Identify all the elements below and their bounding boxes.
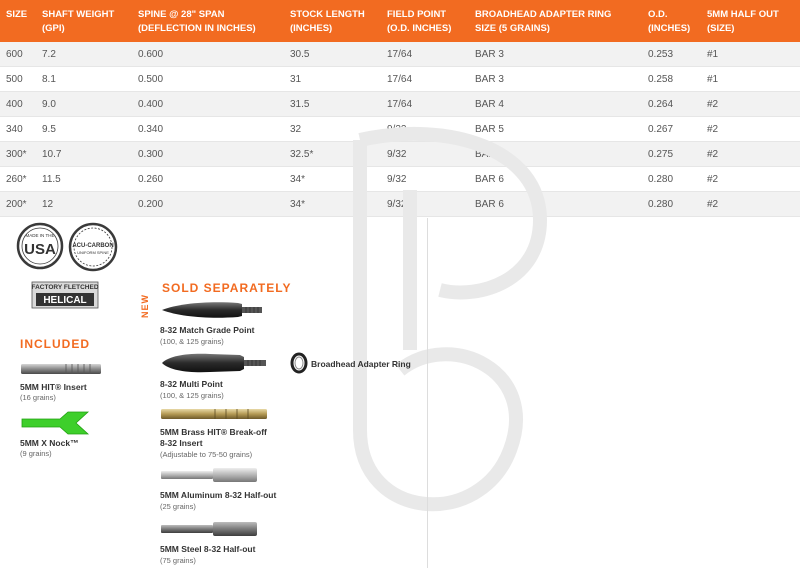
cell-broadhead-ring: BAR 6 — [469, 167, 642, 192]
table-row — [0, 142, 800, 167]
cell-half-out: #2 — [701, 92, 800, 117]
broadhead-ring-name: Broadhead Adapter Ring — [311, 359, 411, 369]
x-nock-image — [20, 410, 90, 436]
cell-broadhead-ring: BAR 3 — [469, 42, 642, 67]
helical-badge-top-text: FACTORY FLETCHED — [31, 284, 99, 291]
cell-field-point: 9/32 — [381, 167, 469, 192]
cell-shaft-weight: 10.7 — [36, 142, 132, 167]
cell-stock-length: 32.5* — [284, 142, 381, 167]
cell-stock-length: 30.5 — [284, 42, 381, 67]
table-row — [0, 92, 800, 117]
match-grade-point-image — [160, 299, 265, 321]
new-tag: NEW — [140, 294, 150, 318]
cell-spine: 0.500 — [132, 67, 284, 92]
cell-field-point: 17/64 — [381, 67, 469, 92]
cell-field-point: 9/32 — [381, 117, 469, 142]
brass-insert-name: 5MM Brass HIT® Break-off — [160, 427, 267, 437]
usa-badge-top-text: MADE IN THE — [25, 233, 55, 238]
table-row — [0, 167, 800, 192]
cell-field-point: 9/32 — [381, 192, 469, 217]
brass-insert-image — [160, 406, 270, 422]
cell-spine: 0.200 — [132, 192, 284, 217]
helical-badge-main-text: HELICAL — [43, 295, 87, 306]
multi-point-name: 8-32 Multi Point — [160, 379, 223, 389]
cell-spine: 0.300 — [132, 142, 284, 167]
cell-od: 0.267 — [642, 117, 701, 142]
cell-stock-length: 31 — [284, 67, 381, 92]
cell-shaft-weight: 7.2 — [36, 42, 132, 67]
cell-half-out: #2 — [701, 142, 800, 167]
cell-half-out: #2 — [701, 192, 800, 217]
cell-stock-length: 31.5 — [284, 92, 381, 117]
aluminum-half-out-image — [160, 466, 260, 484]
broadhead-ring-image — [290, 352, 308, 374]
multi-point-weight: (100, & 125 grains) — [160, 391, 224, 400]
table-row — [0, 42, 800, 67]
table-header-row — [0, 0, 800, 42]
cell-size: 340 — [0, 117, 36, 142]
hit-insert-image — [20, 361, 102, 377]
steel-half-out-image — [160, 520, 260, 538]
cell-size: 300* — [0, 142, 36, 167]
cell-spine: 0.400 — [132, 92, 284, 117]
cell-spine: 0.340 — [132, 117, 284, 142]
steel-half-out-weight: (75 grains) — [160, 556, 196, 565]
cell-broadhead-ring: BAR 6 — [469, 192, 642, 217]
header-spine: SPINE @ 28" SPAN (DEFLECTION IN INCHES) — [132, 0, 284, 42]
header-half-out: 5MM HALF OUT (SIZE) — [701, 0, 800, 42]
sold-separately-title: SOLD SEPARATELY — [162, 281, 292, 295]
cell-field-point: 17/64 — [381, 92, 469, 117]
cell-size: 500 — [0, 67, 36, 92]
steel-half-out-name: 5MM Steel 8-32 Half-out — [160, 544, 256, 554]
cell-stock-length: 34* — [284, 167, 381, 192]
cell-shaft-weight: 8.1 — [36, 67, 132, 92]
acu-badge-main-text: ACU-CARBON — [72, 243, 114, 249]
cell-broadhead-ring: BAR 3 — [469, 67, 642, 92]
header-size: SIZE — [0, 0, 36, 42]
table-row — [0, 192, 800, 217]
match-grade-point-weight: (100, & 125 grains) — [160, 337, 224, 346]
acu-carbon-badge — [68, 222, 118, 272]
header-shaft-weight: SHAFT WEIGHT (GPI) — [36, 0, 132, 42]
cell-broadhead-ring: BAR 5 — [469, 117, 642, 142]
header-stock-length: STOCK LENGTH (INCHES) — [284, 0, 381, 42]
multi-point-image — [160, 351, 270, 375]
cell-od: 0.275 — [642, 142, 701, 167]
cell-size: 260* — [0, 167, 36, 192]
match-grade-point-name: 8-32 Match Grade Point — [160, 325, 255, 335]
x-nock-weight: (9 grains) — [20, 449, 52, 458]
cell-field-point: 9/32 — [381, 142, 469, 167]
cell-half-out: #2 — [701, 167, 800, 192]
cell-size: 400 — [0, 92, 36, 117]
cell-od: 0.258 — [642, 67, 701, 92]
made-in-usa-badge — [16, 222, 64, 270]
included-title: INCLUDED — [20, 337, 90, 351]
table-row — [0, 117, 800, 142]
cell-od: 0.253 — [642, 42, 701, 67]
brass-insert-weight: (Adjustable to 75-50 grains) — [160, 450, 253, 459]
cell-shaft-weight: 11.5 — [36, 167, 132, 192]
cell-od: 0.264 — [642, 92, 701, 117]
hit-insert-weight: (16 grains) — [20, 393, 56, 402]
spec-table — [0, 0, 800, 217]
cell-shaft-weight: 12 — [36, 192, 132, 217]
cell-broadhead-ring: BAR 6 — [469, 142, 642, 167]
cell-od: 0.280 — [642, 167, 701, 192]
cell-size: 600 — [0, 42, 36, 67]
cell-spine: 0.260 — [132, 167, 284, 192]
usa-badge-main-text: USA — [24, 241, 56, 258]
cell-od: 0.280 — [642, 192, 701, 217]
cell-half-out: #1 — [701, 67, 800, 92]
aluminum-half-out-weight: (25 grains) — [160, 502, 196, 511]
aluminum-half-out-name: 5MM Aluminum 8-32 Half-out — [160, 490, 277, 500]
cell-shaft-weight: 9.5 — [36, 117, 132, 142]
table-row — [0, 67, 800, 92]
cell-half-out: #1 — [701, 42, 800, 67]
header-broadhead-ring: BROADHEAD ADAPTER RING SIZE (5 GRAINS) — [469, 0, 642, 42]
x-nock-name: 5MM X Nock™ — [20, 438, 79, 448]
helical-fletching-badge — [30, 278, 100, 310]
hit-insert-name: 5MM HIT® Insert — [20, 382, 87, 392]
header-od: O.D. (INCHES) — [642, 0, 701, 42]
cell-shaft-weight: 9.0 — [36, 92, 132, 117]
brass-insert-name-line2: 8-32 Insert — [160, 438, 203, 448]
cell-broadhead-ring: BAR 4 — [469, 92, 642, 117]
cell-field-point: 17/64 — [381, 42, 469, 67]
cell-stock-length: 32 — [284, 117, 381, 142]
cell-half-out: #2 — [701, 117, 800, 142]
cell-stock-length: 34* — [284, 192, 381, 217]
acu-badge-sub-text: UNIFORM SPINE — [77, 250, 109, 255]
header-field-point: FIELD POINT (O.D. INCHES) — [381, 0, 469, 42]
cell-size: 200* — [0, 192, 36, 217]
cell-spine: 0.600 — [132, 42, 284, 67]
